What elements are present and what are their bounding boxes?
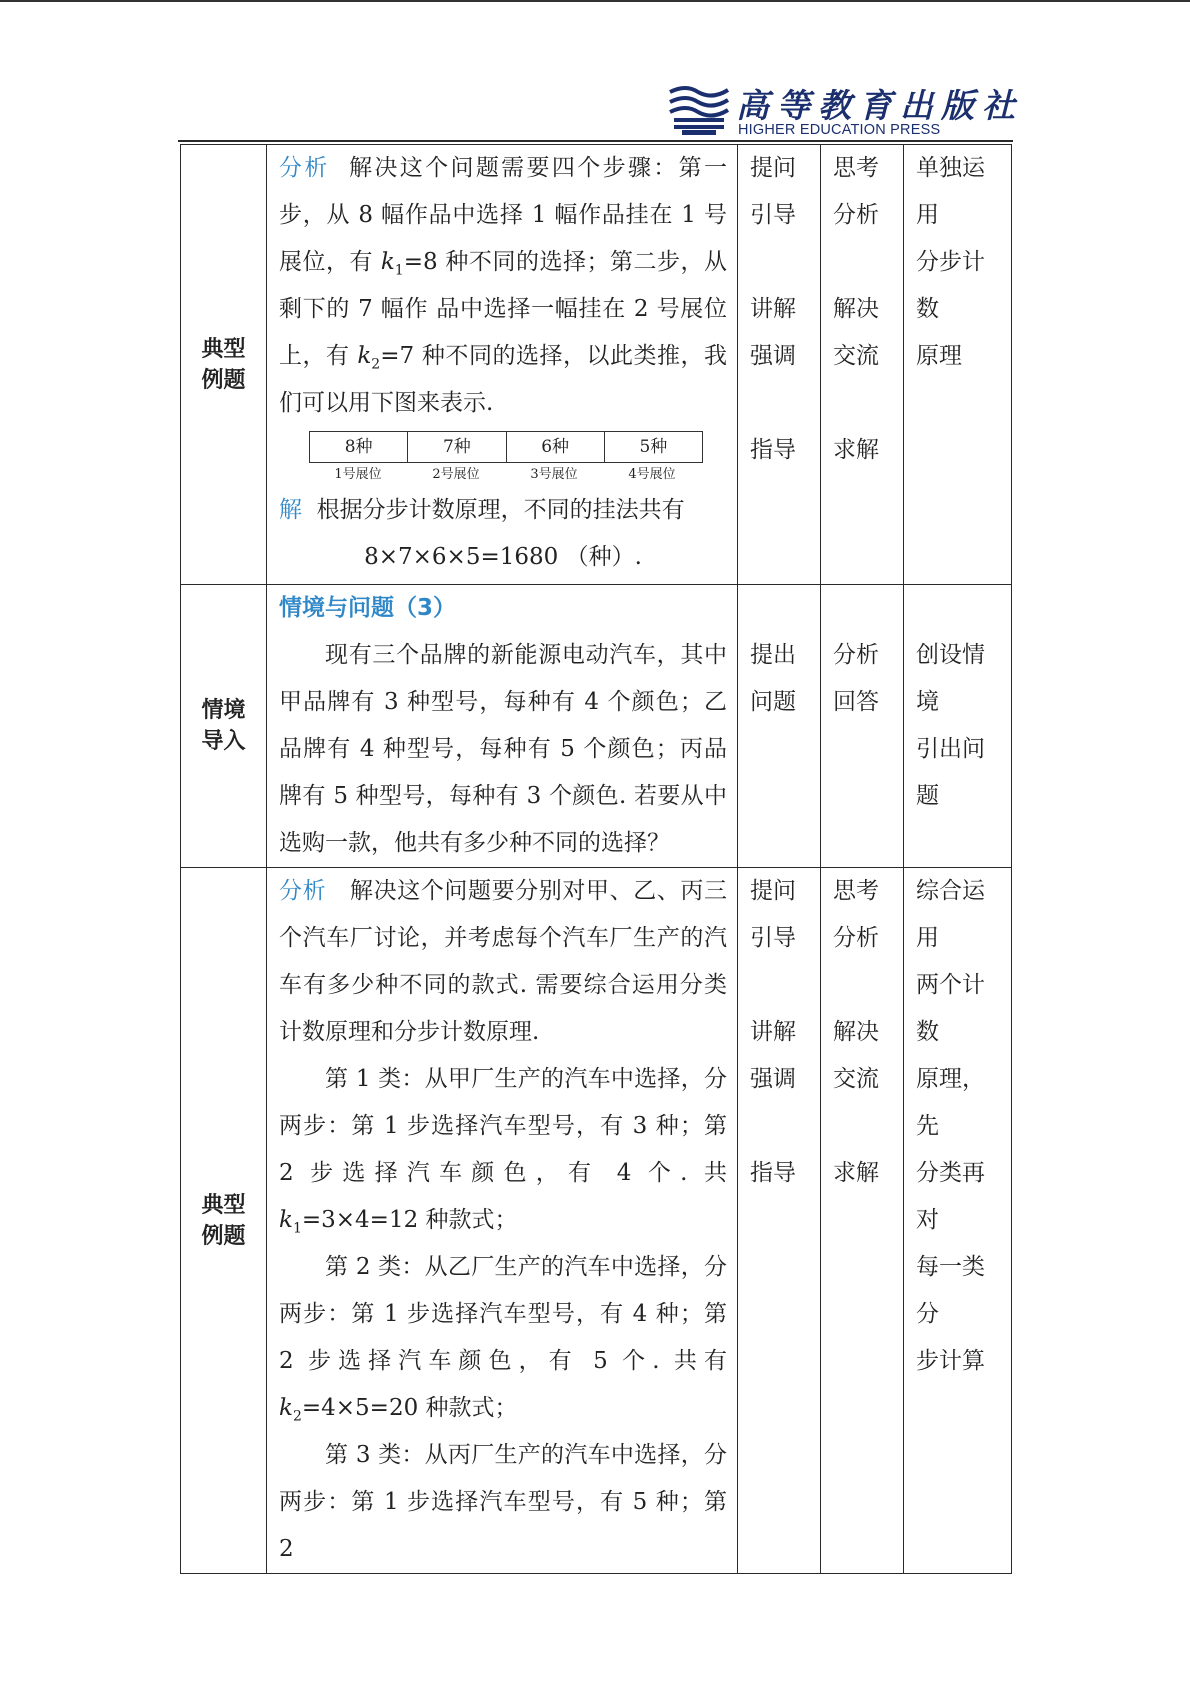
solution-paragraph	[279, 487, 727, 534]
student-activity: 思考	[833, 878, 879, 904]
student-activity: 思考	[833, 155, 879, 181]
analysis-keyword: 分析	[279, 155, 330, 181]
subscript: 2	[371, 356, 381, 373]
student-activity: 解决	[833, 1019, 879, 1045]
stage-label-line: 例题	[201, 367, 246, 393]
content-cell	[267, 585, 738, 868]
step-label: 4号展位	[628, 467, 676, 482]
student-activity: 求解	[833, 1160, 879, 1186]
variable-k: k	[279, 1207, 293, 1233]
design-intent: 原理	[916, 343, 962, 369]
student-activity-cell	[821, 145, 904, 585]
top-border-line	[0, 0, 1190, 2]
stage-cell	[181, 868, 267, 1574]
solution-text: 根据分步计数原理，不同的挂法共有	[316, 497, 685, 523]
student-activity: 分析	[833, 925, 879, 951]
situation-title: 情境与问题（3）	[279, 595, 457, 621]
teacher-activity: 问题	[750, 689, 796, 715]
design-intent: 分步计数	[916, 249, 985, 322]
analysis-text: 解决这个问题要分别对甲、乙、丙三个汽车厂讨论，并考虑每个汽车厂生产的汽车有多少种不同的款式. 需要综合运用分类计数原理和分步计数原理.	[279, 878, 728, 1045]
teacher-activity: 引导	[750, 202, 796, 228]
teacher-activity: 引导	[750, 925, 796, 951]
teacher-activity: 指导	[750, 437, 796, 463]
table-row	[181, 868, 1012, 1574]
stage-label-line: 情境	[201, 698, 246, 723]
case-paragraph	[279, 1056, 727, 1244]
design-intent-cell	[904, 585, 1012, 868]
analysis-text: 解决这个问题需要四个步骤：第一步，从 8 幅作品中选择 1 幅作品挂在 1 号展位，有	[279, 155, 728, 275]
solution-keyword: 解	[279, 497, 302, 523]
design-intent: 两个计数	[916, 972, 985, 1045]
content-cell	[267, 868, 738, 1574]
teacher-activity: 提出	[750, 642, 796, 668]
teacher-activity: 强调	[750, 1066, 796, 1092]
design-intent-cell	[904, 145, 1012, 585]
step-box: 7种	[408, 432, 506, 462]
case-text: =4×5=20 种款式；	[301, 1395, 518, 1421]
publisher-name-cn: 高等教育出版社	[736, 86, 1023, 125]
student-activity-cell	[821, 585, 904, 868]
design-intent: 综合运用	[916, 878, 985, 951]
design-intent: 单独运用	[916, 155, 985, 228]
analysis-text: =8 种不同的选择；第二步，从剩下的 7 幅作 品中选择一幅挂在 2 号展位上，有	[279, 249, 727, 369]
lesson-plan-table	[180, 144, 1012, 1574]
step-label: 1号展位	[334, 467, 382, 482]
student-activity: 分析	[833, 642, 879, 668]
table-row	[181, 585, 1012, 868]
student-activity: 解决	[833, 296, 879, 322]
design-intent: 原理，先	[916, 1066, 985, 1139]
step-diagram-labels	[309, 463, 701, 487]
analysis-text: =7 种不同的选择，以此类推，我们可以用下图来表示.	[279, 343, 728, 416]
teacher-activity: 指导	[750, 1160, 796, 1186]
student-activity: 回答	[833, 689, 879, 715]
publisher-logo	[668, 80, 1023, 142]
step-box: 5种	[639, 437, 668, 457]
stage-cell	[181, 145, 267, 585]
stage-label-line: 导入	[201, 729, 246, 754]
header-divider	[178, 140, 1013, 142]
teacher-activity: 提问	[750, 155, 796, 181]
publisher-emblem-icon	[668, 84, 730, 136]
case-paragraph	[279, 1244, 727, 1432]
case-text: 第 1 类：从甲厂生产的汽车中选择，分两步：第 1 步选择汽车型号，有 3 种；第 2 步选择汽车颜色，有 4 个. 共	[279, 1066, 727, 1186]
analysis-paragraph	[279, 868, 727, 1056]
teacher-activity: 讲解	[750, 296, 796, 322]
teacher-activity: 强调	[750, 343, 796, 369]
stage-label-line: 典型	[201, 1192, 246, 1218]
step-box: 8种	[310, 432, 408, 462]
variable-k: k	[357, 343, 372, 369]
teacher-activity-cell	[738, 868, 821, 1574]
stage-label-line: 典型	[201, 336, 246, 362]
student-activity: 交流	[833, 1066, 879, 1092]
stage-cell	[181, 585, 267, 868]
subscript: 1	[394, 262, 404, 279]
analysis-paragraph	[279, 145, 727, 427]
case-text: 第 2 类：从乙厂生产的汽车中选择，分两步：第 1 步选择汽车型号，有 4 种；第 2 步选择汽车颜色，有 5 个. 共有	[279, 1254, 727, 1374]
variable-k: k	[279, 1395, 293, 1421]
step-box: 6种	[507, 432, 605, 462]
design-intent: 每一类分	[916, 1254, 985, 1327]
solution-formula: 8×7×6×5=1680 （种）.	[364, 544, 642, 570]
teacher-activity: 讲解	[750, 1019, 796, 1045]
student-activity: 求解	[833, 437, 879, 463]
student-activity: 分析	[833, 202, 879, 228]
content-cell	[267, 145, 738, 585]
teacher-activity-cell	[738, 585, 821, 868]
design-intent: 步计算	[916, 1348, 985, 1374]
step-label: 2号展位	[432, 467, 480, 482]
table-row	[181, 145, 1012, 585]
stage-label-line: 例题	[201, 1223, 246, 1249]
subscript: 2	[292, 1408, 302, 1425]
case-text: =3×4=12 种款式；	[301, 1207, 518, 1233]
analysis-keyword: 分析	[279, 878, 327, 904]
publisher-name-en: HIGHER EDUCATION PRESS	[738, 122, 941, 138]
design-intent: 引出问题	[916, 736, 985, 809]
step-label: 3号展位	[530, 467, 578, 482]
design-intent: 分类再对	[916, 1160, 985, 1233]
subscript: 1	[292, 1220, 302, 1237]
case-paragraph: 第 3 类：从丙厂生产的汽车中选择，分两步：第 1 步选择汽车型号，有 5 种；第 2	[279, 1442, 727, 1562]
design-intent-cell	[904, 868, 1012, 1574]
situation-text: 现有三个品牌的新能源电动汽车，其中甲品牌有 3 种型号，每种有 4 个颜色；乙品牌有 4 种型号，每种有 5 个颜色；丙品牌有 5 种型号，每种有 3 个颜色. 若要从中选购一款，他共有多少种不同的选择？	[279, 642, 727, 856]
step-diagram	[309, 431, 727, 487]
teacher-activity: 提问	[750, 878, 796, 904]
student-activity: 交流	[833, 343, 879, 369]
teacher-activity-cell	[738, 145, 821, 585]
step-diagram-boxes	[309, 431, 703, 463]
design-intent: 创设情境	[916, 642, 985, 715]
variable-k: k	[380, 249, 395, 275]
student-activity-cell	[821, 868, 904, 1574]
